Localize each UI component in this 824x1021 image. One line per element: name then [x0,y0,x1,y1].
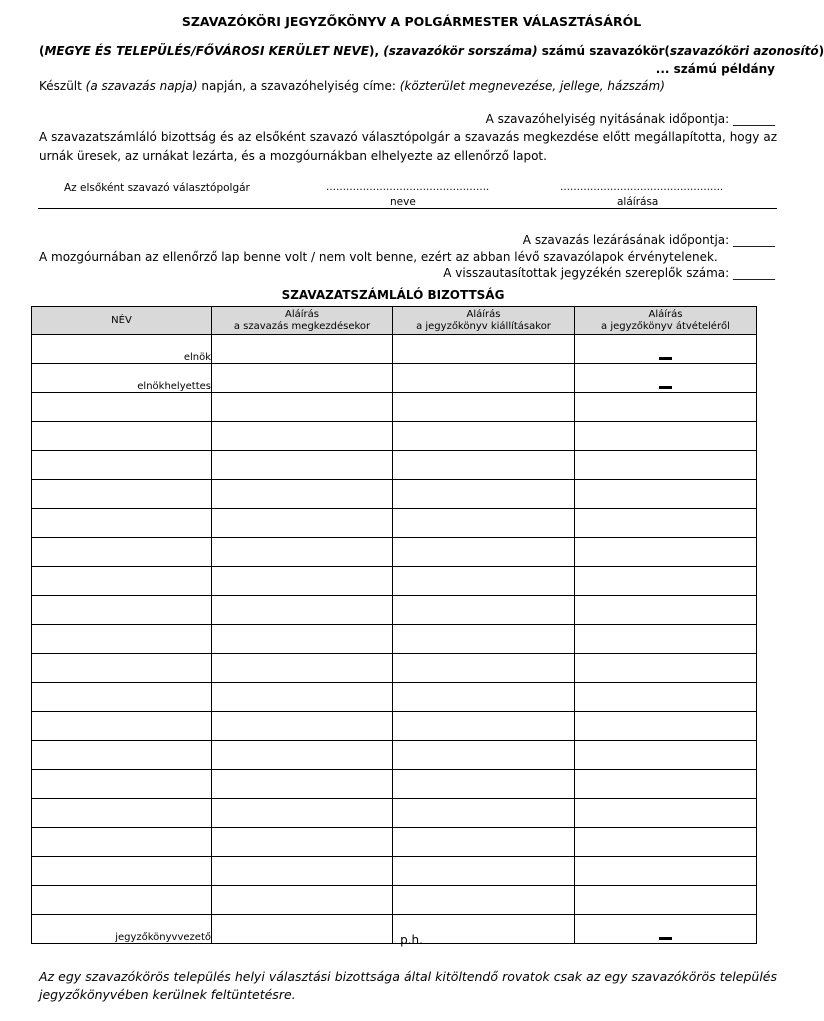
dash-mark [659,357,672,360]
table-row [32,509,757,538]
table-row [32,393,757,422]
signature-cell[interactable] [212,828,393,857]
name-cell[interactable] [32,567,212,596]
document-title: SZAVAZÓKÖRI JEGYZŐKÖNYV A POLGÁRMESTER VÁLASZTÁSÁRÓL [181,14,642,29]
signature-cell[interactable] [212,422,393,451]
header-open-paren: ( [39,44,45,58]
header-close-paren: ) [818,44,824,58]
signature-label: aláírása [617,196,659,208]
signature-cell[interactable] [393,422,575,451]
station-number-placeholder: (szavazókör sorszáma) [383,44,538,58]
signature-cell[interactable] [212,654,393,683]
table-row [32,654,757,683]
name-cell[interactable] [32,683,212,712]
signature-cell[interactable] [212,712,393,741]
table-row [32,625,757,654]
signature-cell[interactable] [212,857,393,886]
signature-cell[interactable] [575,509,757,538]
signature-cell[interactable] [575,625,757,654]
signature-cell[interactable] [393,741,575,770]
signature-cell[interactable] [393,335,575,364]
header-sign-issue: Aláírás a jegyzőkönyv kiállításakor [393,307,575,335]
county-placeholder: MEGYE ÉS TELEPÜLÉS/FŐVÁROSI KERÜLET NEVE [44,44,369,58]
signature-cell[interactable] [212,335,393,364]
signature-cell[interactable] [212,480,393,509]
signature-cell[interactable] [575,683,757,712]
first-voter-name-dots: …………………………………………. [326,182,490,193]
signature-cell[interactable] [575,886,757,915]
first-voter-sign-dots: …………………………………………. [560,182,724,193]
signature-cell[interactable] [393,712,575,741]
address-placeholder: (közterület megnevezése, jellege, házszám) [399,79,665,93]
signature-cell[interactable] [393,509,575,538]
signature-cell[interactable] [393,625,575,654]
signature-cell[interactable] [212,364,393,393]
name-cell[interactable] [32,596,212,625]
table-row [32,567,757,596]
name-cell[interactable] [32,509,212,538]
signature-cell[interactable] [212,770,393,799]
signature-cell[interactable] [393,451,575,480]
station-text: számú szavazókör( [537,44,670,58]
copy-number: ... számú példány [655,62,775,76]
signature-cell[interactable] [575,480,757,509]
signature-cell[interactable] [575,538,757,567]
signature-cell[interactable] [393,857,575,886]
table-row [32,480,757,509]
header-line [39,44,824,58]
name-cell[interactable] [32,857,212,886]
table-row [32,886,757,915]
rejected-count: A visszautasítottak jegyzékén szereplők száma: _______ [443,266,775,280]
signature-cell[interactable] [212,596,393,625]
table-row [32,799,757,828]
signature-cell[interactable] [393,886,575,915]
not-applicable-cell [575,335,757,364]
signature-cell[interactable] [212,538,393,567]
name-cell[interactable] [32,422,212,451]
signature-cell[interactable] [575,451,757,480]
table-row [32,683,757,712]
table-row [32,828,757,857]
made-mid: napján, a szavazóhelyiség címe: [197,79,400,93]
ph-stamp-label: p.h. [400,933,423,947]
table-row [32,596,757,625]
signature-cell[interactable] [575,596,757,625]
signature-cell[interactable] [212,799,393,828]
signature-cell[interactable] [575,799,757,828]
signature-cell[interactable] [393,538,575,567]
signature-rule [38,208,777,209]
name-cell[interactable] [32,625,212,654]
date-placeholder: (a szavazás napja) [85,79,198,93]
signature-cell[interactable] [575,770,757,799]
signature-cell[interactable] [212,393,393,422]
name-cell[interactable] [32,770,212,799]
name-cell[interactable] [32,538,212,567]
signature-cell[interactable] [575,828,757,857]
table-row [32,741,757,770]
signature-cell[interactable] [393,480,575,509]
signature-cell[interactable] [393,393,575,422]
table-row [32,712,757,741]
made-prefix: Készült [39,79,86,93]
signature-cell[interactable] [212,567,393,596]
signature-cell[interactable] [212,451,393,480]
opening-paragraph: A szavazatszámláló bizottság és az elsőként szavazó választópolgár a szavazás megkezdése előtt megállapította, hogy az urnák üresek, az urnákat lezárta, és a mozgóurnákban elhelyezte az ellenőrző lapot. [39,130,777,163]
name-cell[interactable] [32,451,212,480]
signature-cell[interactable] [212,683,393,712]
signature-cell[interactable] [212,886,393,915]
signature-cell[interactable] [393,596,575,625]
first-voter-label: Az elsőként szavazó választópolgár [64,182,250,194]
table-row [32,451,757,480]
dash-mark [659,386,672,389]
signature-cell[interactable] [393,654,575,683]
header-name: NÉV [32,307,212,335]
committee-title: SZAVAZATSZÁMLÁLÓ BIZOTTSÁG [281,288,505,302]
signature-cell[interactable] [575,654,757,683]
signature-cell[interactable] [575,567,757,596]
name-cell[interactable] [32,393,212,422]
name-cell[interactable] [32,654,212,683]
header-separator: ), [369,44,384,58]
name-cell[interactable] [32,886,212,915]
signature-cell[interactable] [212,741,393,770]
table-header-row [32,307,757,335]
signature-cell[interactable] [212,625,393,654]
name-cell[interactable] [32,480,212,509]
opening-time: A szavazóhelyiség nyitásának időpontja: _______ [485,112,775,126]
signature-cell[interactable] [575,712,757,741]
name-cell[interactable] [32,741,212,770]
signature-cell[interactable] [393,770,575,799]
role-vice-chair: elnökhelyettes [32,364,212,393]
table-row [32,422,757,451]
signature-cell[interactable] [393,567,575,596]
closing-time: A szavazás lezárásának időpontja: _______ [522,233,775,247]
mobile-urn-text: A mozgóurnában az ellenőrző lap benne volt / nem volt benne, ezért az abban lévő szavazólapok érvénytelenek. [39,250,718,264]
signature-cell[interactable] [393,364,575,393]
footnote: Az egy szavazókörös település helyi választási bizottsága által kitöltendő rovatok csak az egy szavazókörös település jegyzőkönyvében kerülnek feltüntetésre. [39,969,777,1002]
signature-cell[interactable] [393,828,575,857]
committee-table [31,306,757,944]
signature-cell[interactable] [212,509,393,538]
role-clerk: jegyzőkönyvvezető [32,915,212,944]
table-row [32,538,757,567]
signature-cell[interactable] [393,683,575,712]
header-sign-start: Aláírás a szavazás megkezdésekor [212,307,393,335]
role-chair: elnök [32,335,212,364]
table-row-chair [32,335,757,364]
signature-cell[interactable] [575,393,757,422]
name-cell[interactable] [32,712,212,741]
not-applicable-cell [575,364,757,393]
made-line [39,79,665,93]
signature-cell[interactable] [393,799,575,828]
signature-cell[interactable] [575,741,757,770]
name-label: neve [390,196,416,208]
signature-cell[interactable] [575,422,757,451]
signature-cell[interactable] [575,857,757,886]
name-cell[interactable] [32,799,212,828]
table-row [32,770,757,799]
table-row [32,857,757,886]
table-row-vice-chair [32,364,757,393]
station-id-placeholder: szavazóköri azonosító [669,44,819,58]
name-cell[interactable] [32,828,212,857]
header-sign-receipt: Aláírás a jegyzőkönyv átvételéről [575,307,757,335]
